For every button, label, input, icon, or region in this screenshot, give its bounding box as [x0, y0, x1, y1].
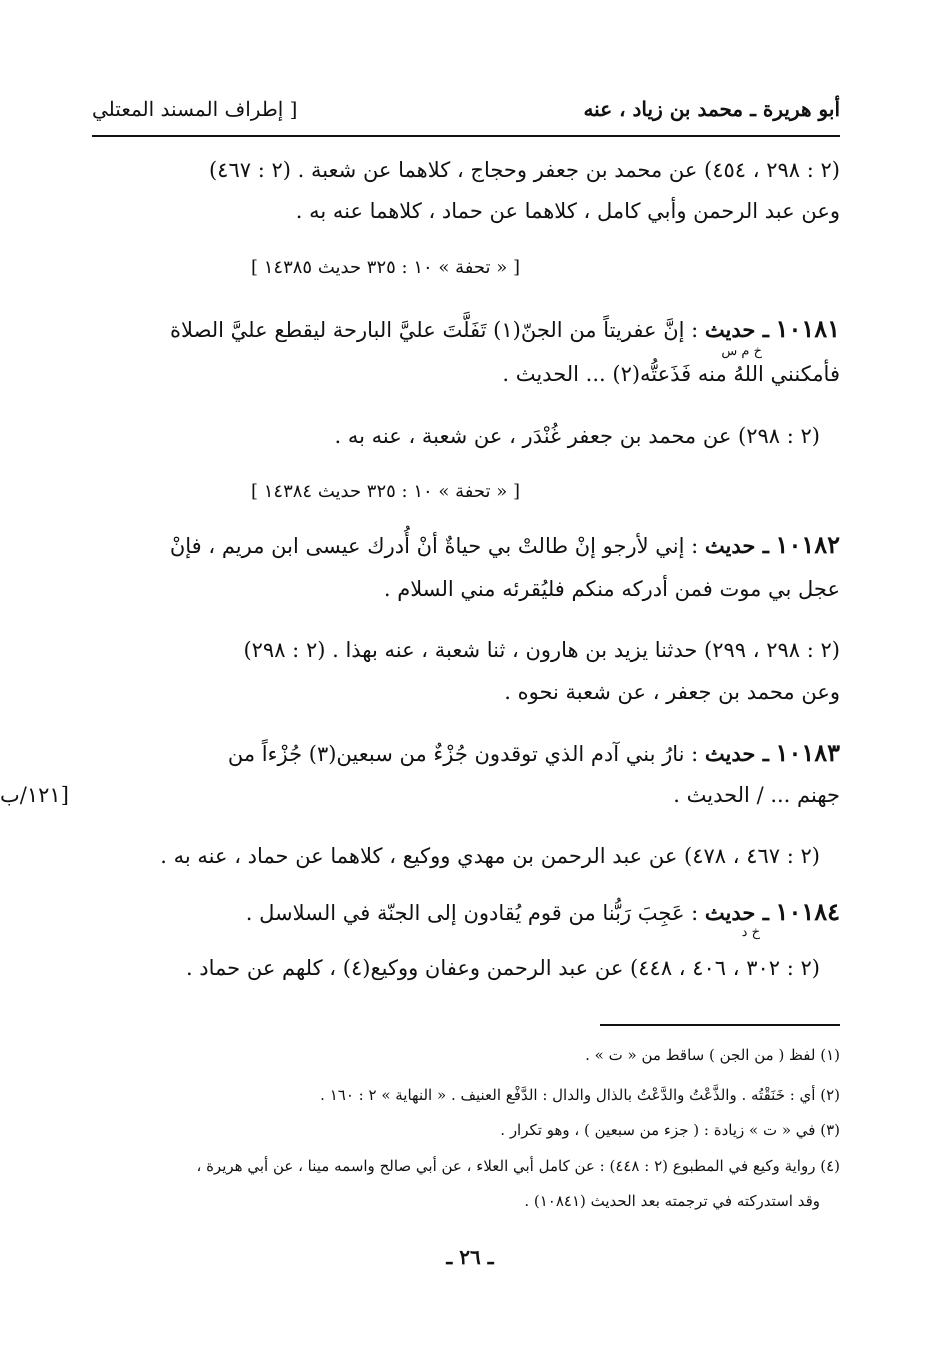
source-marks: خ م س — [721, 344, 762, 359]
hadith-text: : عَجِبَ رَبُّنا من قوم يُقادون إلى الجنّة في السلاسل . — [245, 901, 699, 925]
footnote-2: (٢) أي : خَنَقْتُه . والذَّعْتُ والدَّعْتُ بالذال والدال : الدَّفْع العنيف . « النهاية » ٢ : ١٦٠ . — [320, 1086, 840, 1104]
hadith-continuation: جهنم ... / الحديث . — [673, 783, 840, 807]
hadith-10181 — [170, 314, 840, 343]
running-header-left: [ إطراف المسند المعتلي — [92, 97, 298, 121]
hadith-keyword: ـ حديث — [704, 900, 769, 925]
hadith-text: : إنَّ عفريتاً من الجنّ(١) تَفَلَّتَ عليَّ البارحة ليقطع عليَّ الصلاة — [170, 318, 699, 342]
citation-line: وعن محمد بن جعفر ، عن شعبة نحوه . — [504, 680, 840, 704]
hadith-continuation: فأمكنني اللهُ منه فَذَعتُّه(٢) ... الحديث . — [502, 362, 840, 386]
citation-line: (٢ : ٢٩٨ ، ٤٥٤) عن محمد بن جعفر وحجاج ، كلاهما عن شعبة . (٢ : ٤٦٧) — [208, 158, 840, 182]
citation-line: (٢ : ٤٦٧ ، ٤٧٨) عن عبد الرحمن بن مهدي ووكيع ، كلاهما عن حماد ، عنه به . — [160, 844, 820, 868]
tuhfa-reference: [ « تحفة » ١٠ : ٣٢٥ حديث ١٤٣٨٥ ] — [251, 257, 520, 278]
manuscript-folio-marker: ١٢١/ب] — [0, 783, 69, 807]
hadith-10184 — [246, 897, 840, 926]
hadith-10182 — [170, 530, 840, 559]
page-number: ـ ٢٦ ـ — [446, 1245, 494, 1269]
footnote-4: (٤) رواية وكيع في المطبوع (٢ : ٤٤٨) : عن كامل أبي العلاء ، عن أبي صالح واسمه مينا ، عن أبي هريرة ، — [196, 1157, 840, 1175]
header-rule — [92, 135, 840, 137]
hadith-10183 — [228, 738, 840, 767]
hadith-keyword: ـ حديث — [704, 533, 769, 558]
citation-line: (٢ : ٣٠٢ ، ٤٠٦ ، ٤٤٨) عن عبد الرحمن وعفان ووكيع(٤) ، كلهم عن حماد . — [185, 956, 820, 980]
source-marks: خ د — [741, 925, 760, 940]
footnote-3: (٣) في « ت » زيادة : ( جزء من سبعين ) ، وهو تكرار . — [500, 1121, 840, 1139]
footnote-1: (١) لفظ ( من الجن ) ساقط من « ت » . — [585, 1046, 840, 1064]
running-header-right: أبو هريرة ـ محمد بن زياد ، عنه — [583, 97, 840, 121]
hadith-number: ١٠١٨١ — [775, 314, 840, 343]
footnote-4-continuation: وقد استدركته في ترجمته بعد الحديث (١٠٨٤١) . — [524, 1192, 820, 1210]
footnote-separator — [600, 1024, 840, 1026]
hadith-number: ١٠١٨٤ — [775, 897, 840, 926]
citation-line: وعن عبد الرحمن وأبي كامل ، كلاهما عن حماد ، كلاهما عنه به . — [295, 199, 840, 223]
citation-line: (٢ : ٢٩٨) عن محمد بن جعفر غُنْدَر ، عن شعبة ، عنه به . — [334, 424, 820, 448]
hadith-text: : إني لأرجو إنْ طالتْ بي حياةٌ أنْ أُدرك عيسى ابن مريم ، فإنْ — [169, 534, 699, 558]
tuhfa-reference: [ « تحفة » ١٠ : ٣٢٥ حديث ١٤٣٨٤ ] — [251, 481, 520, 502]
hadith-keyword: ـ حديث — [704, 317, 769, 342]
citation-line: (٢ : ٢٩٨ ، ٢٩٩) حدثنا يزيد بن هارون ، ثنا شعبة ، عنه بهذا . (٢ : ٢٩٨) — [243, 638, 840, 662]
hadith-keyword: ـ حديث — [704, 741, 769, 766]
hadith-number: ١٠١٨٢ — [775, 530, 840, 559]
hadith-number: ١٠١٨٣ — [775, 738, 840, 767]
hadith-text: : نارُ بني آدم الذي توقدون جُزْءٌ من سبعين(٣) جُزْءاً من — [227, 742, 699, 766]
hadith-continuation: عجل بي موت فمن أدركه منكم فليُقرئه مني السلام . — [383, 577, 840, 601]
